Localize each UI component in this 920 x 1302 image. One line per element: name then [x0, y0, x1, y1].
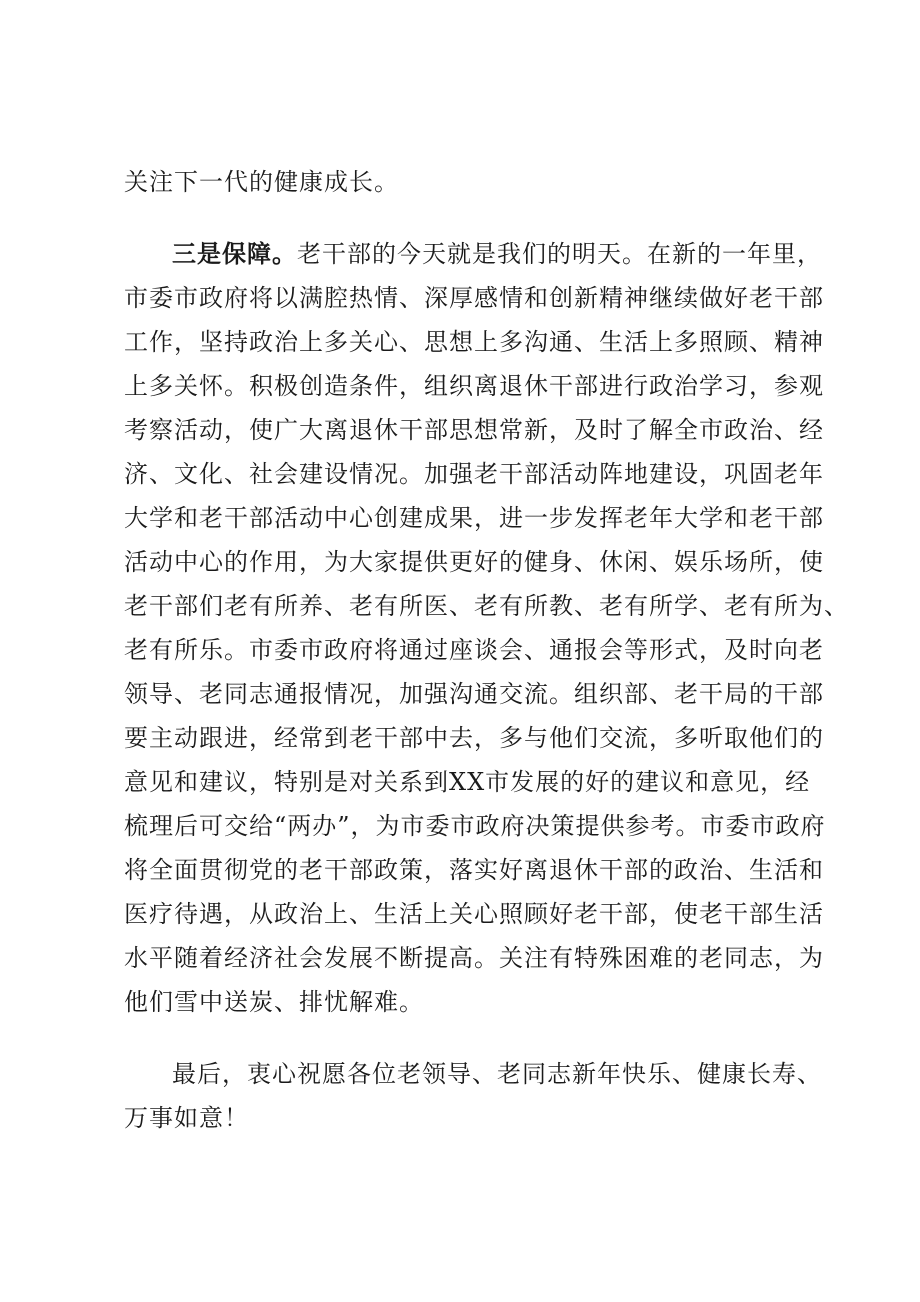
text-line-first: 最后，衷心祝愿各位老领导、老同志新年快乐、健康长寿、: [172, 1060, 822, 1088]
text-line: 万事如意！: [124, 1104, 249, 1132]
text-line: 济、文化、社会建设情况。加强老干部活动阵地建设，巩固老年: [124, 460, 824, 488]
text-line: 领导、老同志通报情况，加强沟通交流。组织部、老干局的干部: [124, 680, 824, 708]
paragraph-1: [124, 160, 804, 204]
text-line: 关注下一代的健康成长。: [124, 168, 399, 196]
text-line: 要主动跟进，经常到老干部中去，多与他们交流，多听取他们的: [124, 724, 824, 752]
text-line-first: [124, 232, 822, 276]
text-line: 水平随着经济社会发展不断提高。关注有特殊困难的老同志，为: [124, 944, 824, 972]
text-line: 工作，坚持政治上多关心、思想上多沟通、生活上多照顾、精神: [124, 328, 824, 356]
text-line: 市委市政府将以满腔热情、深厚感情和创新精神继续做好老干部: [124, 284, 824, 312]
text-line: 意见和建议，特别是对关系到XX市发展的好的建议和意见，经: [124, 768, 811, 796]
text-line: 上多关怀。积极创造条件，组织离退休干部进行政治学习，参观: [124, 372, 824, 400]
text-line: 将全面贯彻党的老干部政策，落实好离退休干部的政治、生活和: [124, 856, 824, 884]
document-body: [124, 160, 849, 1140]
text-line: 老干部们老有所养、老有所医、老有所教、老有所学、老有所为、: [124, 592, 849, 620]
text-line: 老有所乐。市委市政府将通过座谈会、通报会等形式，及时向老: [124, 636, 824, 664]
text-line: 他们雪中送炭、排忧解难。: [124, 988, 424, 1016]
text-line: 梳理后可交给“两办”，为市委市政府决策提供参考。市委市政府: [124, 812, 826, 840]
first-line-rest: 老干部的今天就是我们的明天。在新的一年里，: [297, 240, 822, 268]
paragraph-2: [124, 232, 849, 1024]
paragraph-spacing: [124, 204, 804, 232]
paragraph-3: [124, 1052, 822, 1140]
bold-lead: 三是保障。: [172, 240, 297, 268]
text-line: 活动中心的作用，为大家提供更好的健身、休闲、娱乐场所，使: [124, 548, 824, 576]
paragraph-spacing: [124, 1024, 804, 1052]
text-line: 医疗待遇，从政治上、生活上关心照顾好老干部，使老干部生活: [124, 900, 824, 928]
text-line: 大学和老干部活动中心创建成果，进一步发挥老年大学和老干部: [124, 504, 824, 532]
text-line: 考察活动，使广大离退休干部思想常新，及时了解全市政治、经: [124, 416, 824, 444]
